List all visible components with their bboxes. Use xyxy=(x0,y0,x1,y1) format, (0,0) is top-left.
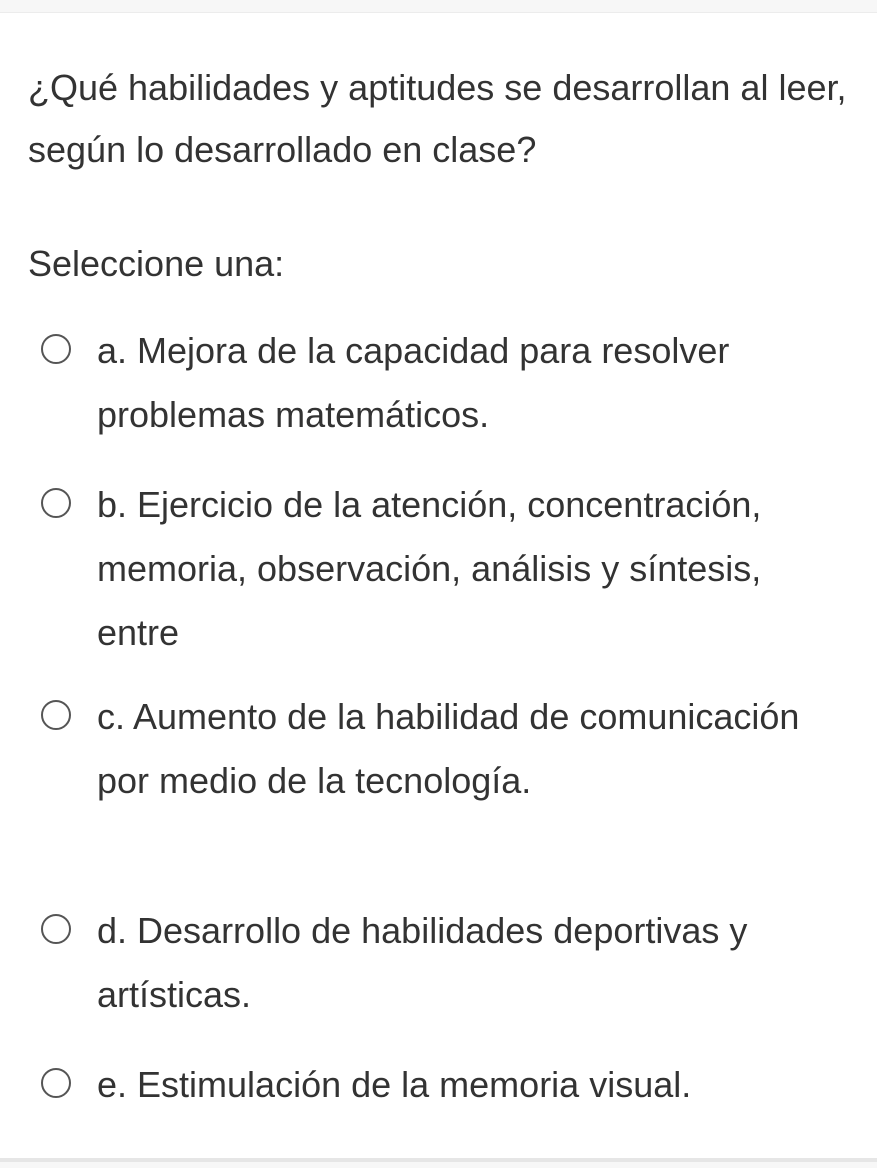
option-b-label[interactable]: b. Ejercicio de la atención, concentración, memoria, observación, análisis y síntesis, entre xyxy=(97,484,762,653)
select-one-prompt: Seleccione una: xyxy=(28,243,285,284)
option-c-label[interactable]: c. Aumento de la habilidad de comunicación por medio de la tecnología. xyxy=(97,696,800,801)
radio-button-c[interactable] xyxy=(41,700,71,730)
option-e[interactable] xyxy=(0,1053,877,1133)
option-c[interactable] xyxy=(0,685,877,885)
option-a-label[interactable]: a. Mejora de la capacidad para resolver problemas matemáticos. xyxy=(97,330,730,435)
question-text: ¿Qué habilidades y aptitudes se desarrollan al leer, según lo desarrollado en clase? xyxy=(28,67,847,170)
option-d[interactable] xyxy=(0,899,877,1039)
option-d-label[interactable]: d. Desarrollo de habilidades deportivas y artísticas. xyxy=(97,910,748,1015)
option-a[interactable] xyxy=(0,319,877,459)
option-e-label[interactable]: e. Estimulación de la memoria visual. xyxy=(97,1064,692,1105)
question-card xyxy=(0,12,877,1162)
radio-button-e[interactable] xyxy=(41,1068,71,1098)
radio-button-d[interactable] xyxy=(41,914,71,944)
radio-button-b[interactable] xyxy=(41,488,71,518)
radio-button-a[interactable] xyxy=(41,334,71,364)
option-b[interactable] xyxy=(0,473,877,673)
